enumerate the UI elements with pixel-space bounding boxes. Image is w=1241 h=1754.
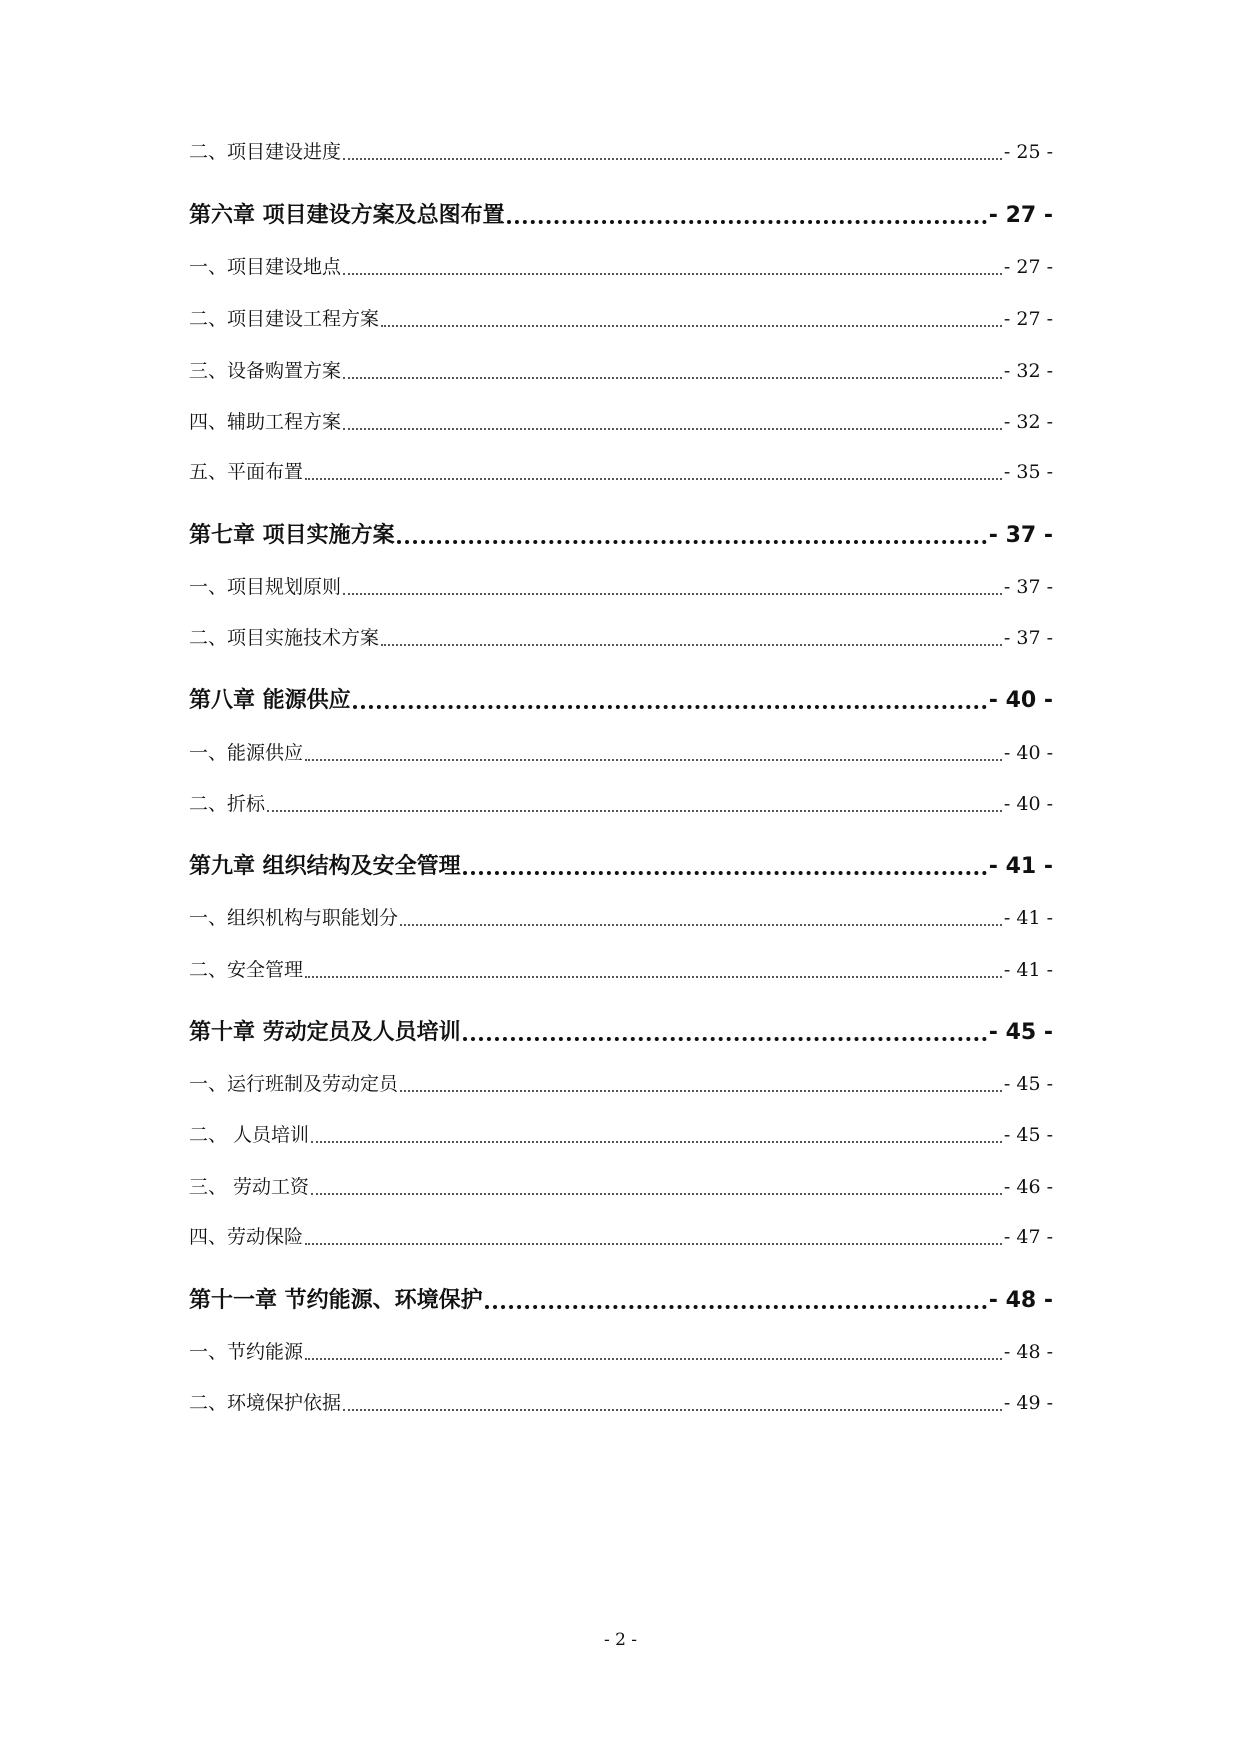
toc-entry-page: - 27 - <box>1003 308 1053 330</box>
toc-entry-page: - 48 - <box>988 1288 1053 1313</box>
toc-dot-leader <box>343 273 1002 275</box>
toc-section-entry[interactable] <box>189 407 1053 434</box>
toc-entry-page: - 37 - <box>1003 576 1053 598</box>
toc-entry-page: - 27 - <box>988 203 1053 228</box>
toc-section-entry[interactable] <box>189 903 1053 930</box>
toc-entry-title: 三、 劳动工资 <box>189 1176 310 1198</box>
toc-section-entry[interactable] <box>189 1069 1053 1096</box>
toc-section-entry[interactable] <box>189 572 1053 599</box>
toc-section-entry[interactable] <box>189 1172 1053 1199</box>
toc-section-entry[interactable] <box>189 252 1053 279</box>
toc-entry-page: - 46 - <box>1003 1176 1053 1198</box>
toc-entry-title: 二、项目建设进度 <box>189 141 342 163</box>
toc-entry-title: 一、组织机构与职能划分 <box>189 907 399 929</box>
toc-entry-page: - 37 - <box>1003 627 1053 649</box>
toc-entry-page: - 25 - <box>1003 141 1053 163</box>
toc-section-entry[interactable] <box>189 356 1053 383</box>
toc-dot-leader <box>353 705 987 709</box>
toc-chapter-entry[interactable] <box>189 518 1053 549</box>
toc-section-entry[interactable] <box>189 623 1053 650</box>
toc-dot-leader <box>397 540 987 544</box>
toc-dot-leader <box>343 377 1002 379</box>
toc-dot-leader <box>305 1243 1002 1245</box>
toc-entry-page: - 32 - <box>1003 411 1053 433</box>
toc-entry-title: 第十一章 节约能源、环境保护 <box>189 1288 483 1313</box>
toc-dot-leader <box>381 325 1002 327</box>
toc-dot-leader <box>305 1358 1002 1360</box>
toc-entry-title: 二、折标 <box>189 793 266 815</box>
toc-entry-page: - 27 - <box>1003 256 1053 278</box>
toc-dot-leader <box>267 810 1002 812</box>
toc-entry-page: - 47 - <box>1003 1226 1053 1248</box>
toc-dot-leader <box>311 1141 1002 1143</box>
toc-entry-title: 四、辅助工程方案 <box>189 411 342 433</box>
toc-entry-title: 第六章 项目建设方案及总图布置 <box>189 203 505 228</box>
toc-dot-leader <box>463 871 987 875</box>
toc-entry-title: 第十章 劳动定员及人员培训 <box>189 1020 461 1045</box>
toc-entry-title: 二、环境保护依据 <box>189 1392 342 1414</box>
toc-entry-title: 二、项目建设工程方案 <box>189 308 380 330</box>
toc-entry-page: - 45 - <box>1003 1124 1053 1146</box>
page-number: - 2 - <box>603 1630 638 1650</box>
toc-chapter-entry[interactable] <box>189 683 1053 714</box>
toc-entry-title: 第八章 能源供应 <box>189 688 351 713</box>
toc-section-entry[interactable] <box>189 1222 1053 1249</box>
toc-entry-title: 一、节约能源 <box>189 1341 304 1363</box>
toc-entry-title: 一、能源供应 <box>189 742 304 764</box>
toc-entry-page: - 45 - <box>988 1020 1053 1045</box>
toc-entry-page: - 49 - <box>1003 1392 1053 1414</box>
toc-section-entry[interactable] <box>189 955 1053 982</box>
toc-dot-leader <box>463 1037 987 1041</box>
toc-entry-title: 第九章 组织结构及安全管理 <box>189 854 461 879</box>
toc-section-entry[interactable] <box>189 738 1053 765</box>
toc-entry-page: - 40 - <box>1003 742 1053 764</box>
toc-section-entry[interactable] <box>189 789 1053 816</box>
toc-section-entry[interactable] <box>189 1337 1053 1364</box>
toc-dot-leader <box>381 644 1002 646</box>
toc-entry-page: - 40 - <box>988 688 1053 713</box>
toc-entry-page: - 45 - <box>1003 1073 1053 1095</box>
toc-dot-leader <box>485 1305 987 1309</box>
toc-section-entry[interactable] <box>189 1120 1053 1147</box>
toc-section-entry[interactable] <box>189 1388 1053 1415</box>
toc-chapter-entry[interactable] <box>189 849 1053 880</box>
toc-section-entry[interactable] <box>189 137 1053 164</box>
toc-dot-leader <box>400 1090 1002 1092</box>
toc-section-entry[interactable] <box>189 304 1053 331</box>
toc-dot-leader <box>305 478 1002 480</box>
toc-entry-title: 二、 人员培训 <box>189 1124 310 1146</box>
toc-dot-leader <box>343 158 1002 160</box>
toc-entry-title: 四、劳动保险 <box>189 1226 304 1248</box>
toc-entry-page: - 41 - <box>1003 907 1053 929</box>
toc-section-entry[interactable] <box>189 457 1053 484</box>
toc-dot-leader <box>305 976 1002 978</box>
toc-entry-title: 三、设备购置方案 <box>189 360 342 382</box>
toc-dot-leader <box>507 220 987 224</box>
toc-entry-title: 二、项目实施技术方案 <box>189 627 380 649</box>
toc-entry-title: 一、运行班制及劳动定员 <box>189 1073 399 1095</box>
toc-dot-leader <box>305 759 1002 761</box>
toc-entry-title: 一、项目建设地点 <box>189 256 342 278</box>
toc-entry-title: 第七章 项目实施方案 <box>189 523 395 548</box>
toc-dot-leader <box>400 924 1002 926</box>
toc-entry-page: - 41 - <box>1003 959 1053 981</box>
toc-entry-title: 五、平面布置 <box>189 461 304 483</box>
toc-entry-title: 二、安全管理 <box>189 959 304 981</box>
toc-dot-leader <box>343 428 1002 430</box>
toc-chapter-entry[interactable] <box>189 1283 1053 1314</box>
toc-dot-leader <box>343 1409 1002 1411</box>
toc-dot-leader <box>311 1193 1002 1195</box>
toc-entry-page: - 32 - <box>1003 360 1053 382</box>
toc-entry-page: - 40 - <box>1003 793 1053 815</box>
toc-entry-page: - 41 - <box>988 854 1053 879</box>
toc-entry-page: - 35 - <box>1003 461 1053 483</box>
toc-chapter-entry[interactable] <box>189 198 1053 229</box>
toc-entry-page: - 37 - <box>988 523 1053 548</box>
toc-entry-title: 一、项目规划原则 <box>189 576 342 598</box>
toc-entry-page: - 48 - <box>1003 1341 1053 1363</box>
toc-chapter-entry[interactable] <box>189 1015 1053 1046</box>
toc-dot-leader <box>343 593 1002 595</box>
